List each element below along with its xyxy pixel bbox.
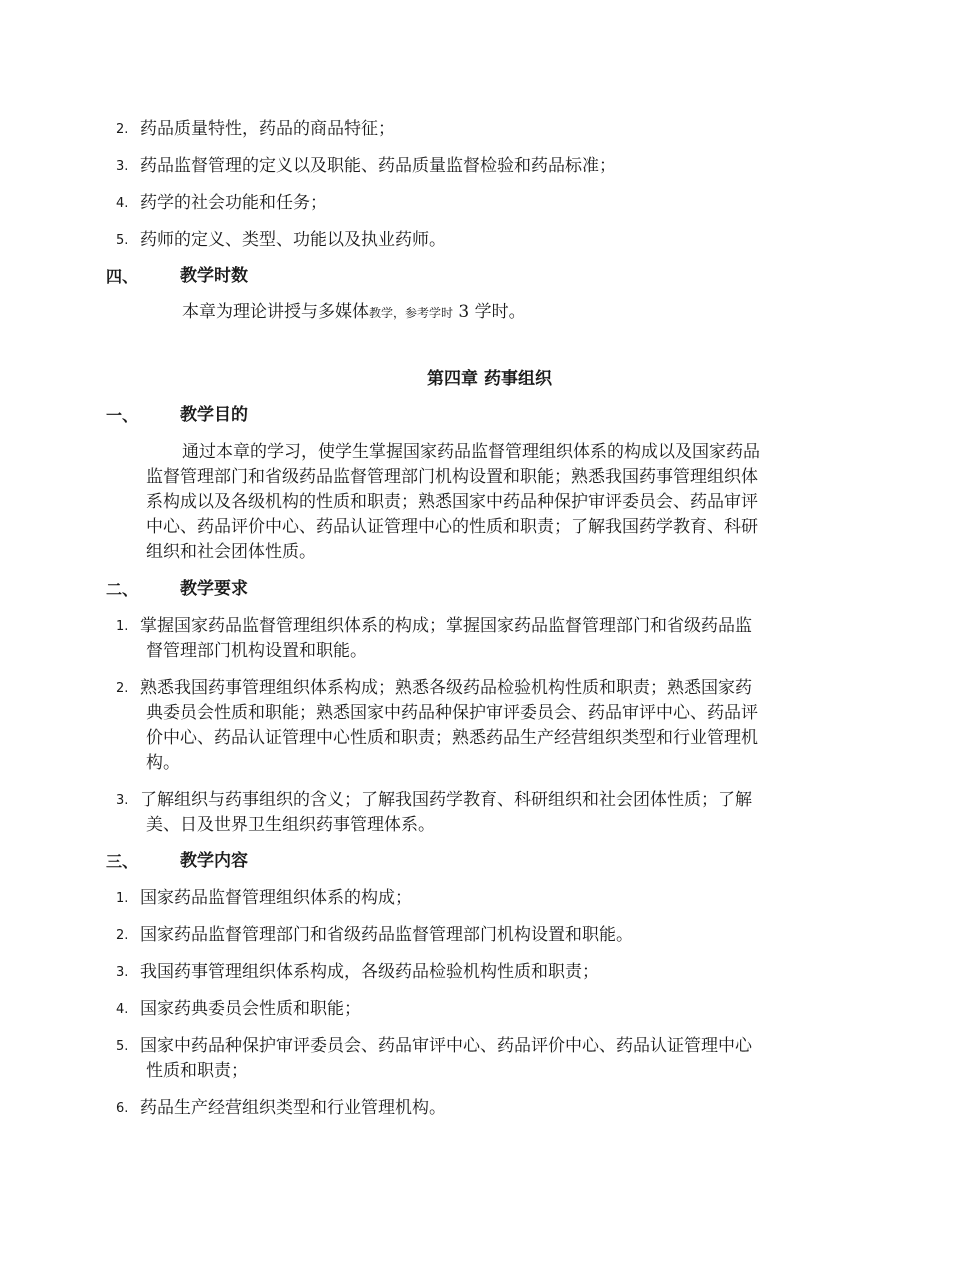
paragraph-line: 中心、药品评价中心、药品认证管理中心的性质和职责；了解我国药学教育、科研 <box>146 517 758 537</box>
list-item-text: 药品质量特性，药品的商品特征； <box>140 119 395 139</box>
list-item-text: 国家药品监督管理组织体系的构成； <box>140 888 412 908</box>
section-number: 二、 <box>106 580 139 599</box>
list-item-number: 1. <box>116 619 129 634</box>
list-item-text: 药品生产经营组织类型和行业管理机构。 <box>140 1098 446 1118</box>
list-item-text: 国家中药品种保护审评委员会、药品审评中心、药品评价中心、药品认证管理中心 <box>140 1036 752 1056</box>
list-item-text: 药师的定义、类型、功能以及执业药师。 <box>140 230 446 250</box>
hours-text-small: 教学，参考学时 <box>369 306 454 320</box>
paragraph-line: 组织和社会团体性质。 <box>146 542 316 562</box>
list-item-text: 我国药事管理组织体系构成，各级药品检验机构性质和职责； <box>140 962 599 982</box>
section-number: 四、 <box>106 267 139 286</box>
section-title: 教学目的 <box>180 405 248 425</box>
list-item-number: 4. <box>116 1002 129 1017</box>
paragraph-line: 通过本章的学习，使学生掌握国家药品监督管理组织体系的构成以及国家药品 <box>182 442 760 462</box>
list-item-text: 国家药典委员会性质和职能； <box>140 999 361 1019</box>
section-number: 三、 <box>106 852 139 871</box>
section-title: 教学要求 <box>180 579 248 599</box>
list-item-text: 美、日及世界卫生组织药事管理体系。 <box>146 815 435 835</box>
list-item-number: 2. <box>116 681 129 696</box>
hours-text-tail: 3 学时。 <box>453 302 526 322</box>
list-item-number: 4. <box>116 196 129 211</box>
list-item-text: 性质和职责； <box>146 1061 248 1081</box>
list-item-number: 5. <box>116 233 129 248</box>
hours-text-main: 本章为理论讲授与多媒体 <box>182 302 369 322</box>
paragraph-line: 监督管理部门和省级药品监督管理部门机构设置和职能；熟悉我国药事管理组织体 <box>146 467 758 487</box>
list-item-number: 1. <box>116 891 129 906</box>
paragraph-line: 系构成以及各级机构的性质和职责；熟悉国家中药品种保护审评委员会、药品审评 <box>146 492 758 512</box>
list-item-number: 6. <box>116 1101 129 1116</box>
list-item-text: 熟悉我国药事管理组织体系构成；熟悉各级药品检验机构性质和职责；熟悉国家药 <box>140 678 752 698</box>
chapter-title: 第四章 药事组织 <box>427 369 552 389</box>
list-item-text: 掌握国家药品监督管理组织体系的构成；掌握国家药品监督管理部门和省级药品监 <box>140 616 752 636</box>
list-item-number: 5. <box>116 1039 129 1054</box>
hours-paragraph <box>182 300 526 326</box>
list-item-number: 3. <box>116 793 129 808</box>
section-number: 一、 <box>106 406 139 425</box>
list-item-text: 药学的社会功能和任务； <box>140 193 327 213</box>
list-item-text: 构。 <box>146 753 180 773</box>
list-item-text: 典委员会性质和职能；熟悉国家中药品种保护审评委员会、药品审评中心、药品评 <box>146 703 758 723</box>
list-item-text: 督管理部门机构设置和职能。 <box>146 641 367 661</box>
list-item-number: 2. <box>116 122 129 137</box>
list-item-text: 了解组织与药事组织的含义；了解我国药学教育、科研组织和社会团体性质；了解 <box>140 790 752 810</box>
list-item-number: 2. <box>116 928 129 943</box>
list-item-text: 药品监督管理的定义以及职能、药品质量监督检验和药品标准； <box>140 156 616 176</box>
list-item-number: 3. <box>116 159 129 174</box>
list-item-text: 国家药品监督管理部门和省级药品监督管理部门机构设置和职能。 <box>140 925 633 945</box>
section-title: 教学内容 <box>180 851 248 871</box>
list-item-number: 3. <box>116 965 129 980</box>
list-item-text: 价中心、药品认证管理中心性质和职责；熟悉药品生产经营组织类型和行业管理机 <box>146 728 758 748</box>
section-title: 教学时数 <box>180 266 248 286</box>
